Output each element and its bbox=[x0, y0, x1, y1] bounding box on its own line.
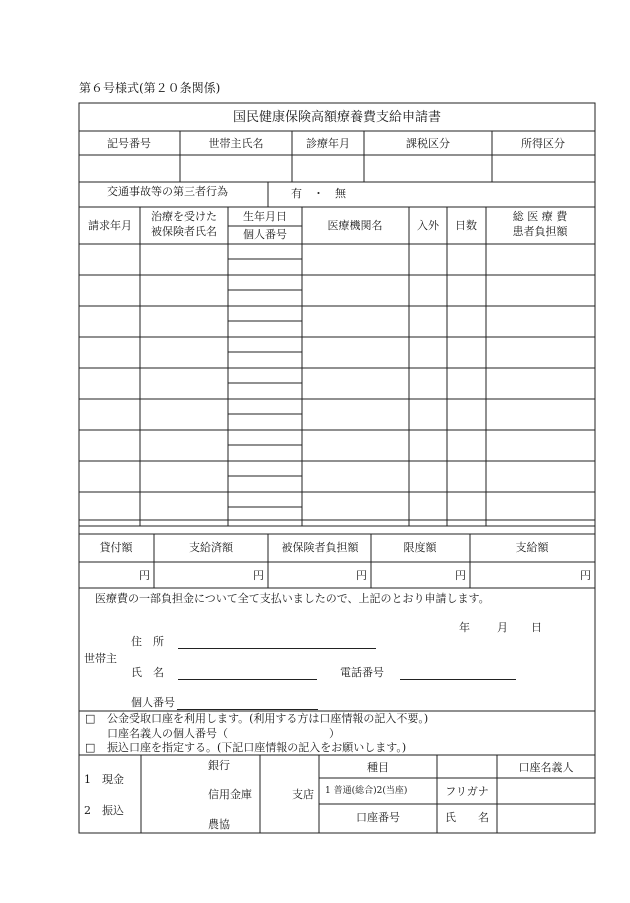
householder-label: 世帯主 bbox=[84, 652, 117, 665]
bank-option-bank: 銀行 bbox=[208, 759, 230, 772]
address-label: 住 所 bbox=[131, 635, 164, 648]
col-total-cost-line1: 総 医 療 費 bbox=[512, 210, 568, 223]
applicant-personal-number-label: 個人番号 bbox=[131, 696, 175, 709]
header-income-class: 所得区分 bbox=[521, 137, 565, 150]
checkbox-designate-account[interactable]: □ bbox=[85, 741, 96, 754]
public-account-option: 公金受取口座を利用します。(利用する方は口座情報の記入不要。) bbox=[107, 712, 429, 725]
branch-label: 支店 bbox=[292, 788, 314, 801]
amount-header-payment: 支給額 bbox=[515, 541, 549, 554]
traffic-accident-options[interactable]: 有 ・ 無 bbox=[291, 187, 346, 200]
furigana-label: フリガナ bbox=[445, 785, 489, 798]
col-medical-institution: 医療機関名 bbox=[327, 219, 383, 232]
account-type-label: 種目 bbox=[367, 761, 389, 774]
phone-label: 電話番号 bbox=[340, 666, 384, 679]
form-number: 第６号様式(第２０条関係) bbox=[79, 81, 221, 95]
amount-header-loan: 貸付額 bbox=[99, 541, 133, 554]
yen-unit-limit: 円 bbox=[455, 569, 466, 582]
amount-header-limit: 限度額 bbox=[403, 541, 437, 554]
col-total-cost-line2: 患者負担額 bbox=[512, 225, 568, 238]
payment-cash[interactable]: 1 現金 bbox=[84, 773, 124, 786]
account-holder-number-close: ） bbox=[329, 727, 340, 740]
account-number-label: 口座番号 bbox=[356, 811, 400, 824]
col-personal-number: 個人番号 bbox=[243, 228, 287, 241]
declaration-text: 医療費の一部負担金について全て支払いましたので、上記のとおり申請します。 bbox=[95, 592, 490, 605]
col-birth-date: 生年月日 bbox=[243, 210, 287, 223]
col-claim-month: 請求年月 bbox=[88, 219, 132, 232]
checkbox-public-account[interactable]: □ bbox=[85, 712, 96, 725]
bank-option-agri-coop: 農協 bbox=[208, 818, 230, 831]
amount-header-paid: 支給済額 bbox=[189, 541, 233, 554]
yen-unit-insured-burden: 円 bbox=[356, 569, 367, 582]
yen-unit-loan: 円 bbox=[139, 569, 150, 582]
applicant-personal-number-field[interactable] bbox=[177, 709, 318, 710]
col-insured-name-line2: 被保険者氏名 bbox=[151, 225, 217, 238]
amount-header-insured-burden: 被保険者負担額 bbox=[281, 541, 359, 554]
header-householder-name: 世帯主氏名 bbox=[208, 137, 264, 150]
date-month: 月 bbox=[497, 621, 508, 634]
yen-unit-payment: 円 bbox=[580, 569, 591, 582]
header-code-number: 記号番号 bbox=[107, 137, 151, 150]
header-treatment-month: 診療年月 bbox=[306, 137, 350, 150]
col-insured-name-line1: 治療を受けた bbox=[151, 210, 217, 223]
col-days: 日数 bbox=[455, 219, 477, 232]
bank-option-credit-union: 信用金庫 bbox=[208, 788, 252, 801]
header-tax-class: 課税区分 bbox=[406, 137, 450, 150]
date-day: 日 bbox=[531, 621, 542, 634]
payment-transfer[interactable]: 2 振込 bbox=[84, 804, 124, 817]
yen-unit-paid: 円 bbox=[253, 569, 264, 582]
name-field[interactable] bbox=[178, 679, 317, 680]
address-field[interactable] bbox=[178, 648, 376, 649]
col-in-out: 入外 bbox=[417, 219, 439, 232]
phone-field[interactable] bbox=[400, 679, 516, 680]
account-holder-label: 口座名義人 bbox=[518, 761, 574, 774]
form-title: 国民健康保険高額療養費支給申請書 bbox=[232, 110, 442, 125]
account-holder-number-label: 口座名義人の個人番号（ bbox=[107, 727, 228, 740]
name-label: 氏 名 bbox=[131, 666, 164, 679]
designate-account-option: 振込口座を指定する。(下記口座情報の記入をお願いします。) bbox=[107, 741, 407, 754]
holder-name-label: 氏 名 bbox=[445, 811, 489, 824]
traffic-accident-label: 交通事故等の第三者行為 bbox=[107, 185, 228, 198]
account-type-values: 1 普通(総合)2(当座) bbox=[325, 786, 408, 796]
date-year: 年 bbox=[459, 621, 470, 634]
